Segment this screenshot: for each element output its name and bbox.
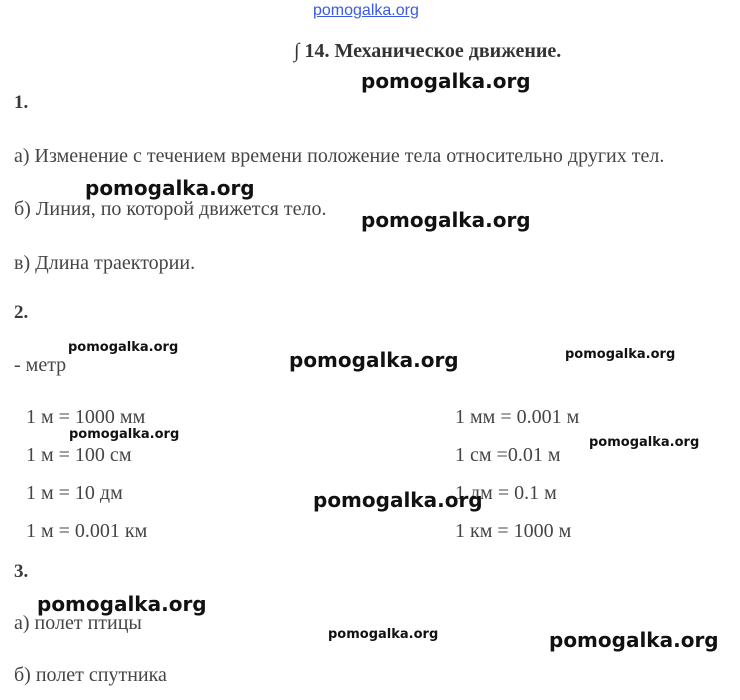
header-watermark-link[interactable]: pomogalka.org	[313, 2, 419, 19]
question-1-number: 1.	[14, 92, 29, 113]
watermark-large: pomogalka.org	[361, 69, 531, 93]
question-3-number: 3.	[14, 561, 29, 582]
watermark-large: pomogalka.org	[289, 348, 459, 372]
question-2-unit: - метр	[14, 354, 67, 376]
watermark-small: pomogalka.org	[68, 340, 179, 355]
conversion-right-2: 1 см =0.01 м	[455, 444, 561, 466]
watermark-large: pomogalka.org	[361, 208, 531, 232]
watermark-large: pomogalka.org	[549, 628, 719, 652]
question-1-answer-c: в) Длина траектории.	[14, 252, 196, 274]
watermark-small: pomogalka.org	[589, 435, 700, 450]
question-1-answer-a: а) Изменение с течением времени положение тела относительно других тел.	[14, 145, 665, 167]
conversion-left-1: 1 м = 1000 мм	[26, 406, 146, 428]
conversion-right-4: 1 км = 1000 м	[455, 520, 572, 542]
question-3-answer-b: б) полет спутника	[14, 664, 167, 686]
conversion-left-2: 1 м = 100 см	[26, 444, 132, 466]
question-2-number: 2.	[14, 302, 29, 323]
question-1-answer-b: б) Линия, по которой движется тело.	[14, 198, 327, 220]
watermark-small: pomogalka.org	[328, 627, 439, 642]
conversion-left-4: 1 м = 0.001 км	[26, 520, 148, 542]
conversion-left-3: 1 м = 10 дм	[26, 482, 123, 504]
watermark-small: pomogalka.org	[565, 347, 676, 362]
conversion-right-3: 1 дм = 0.1 м	[455, 482, 557, 504]
watermark-small: pomogalka.org	[69, 427, 180, 442]
conversion-right-1: 1 мм = 0.001 м	[455, 406, 580, 428]
question-3-answer-a: а) полет птицы	[14, 612, 142, 634]
watermark-large: pomogalka.org	[37, 592, 207, 616]
watermark-large: pomogalka.org	[85, 176, 255, 200]
section-title: ∫ 14. Механическое движение.	[294, 40, 562, 62]
watermark-large: pomogalka.org	[313, 488, 483, 512]
